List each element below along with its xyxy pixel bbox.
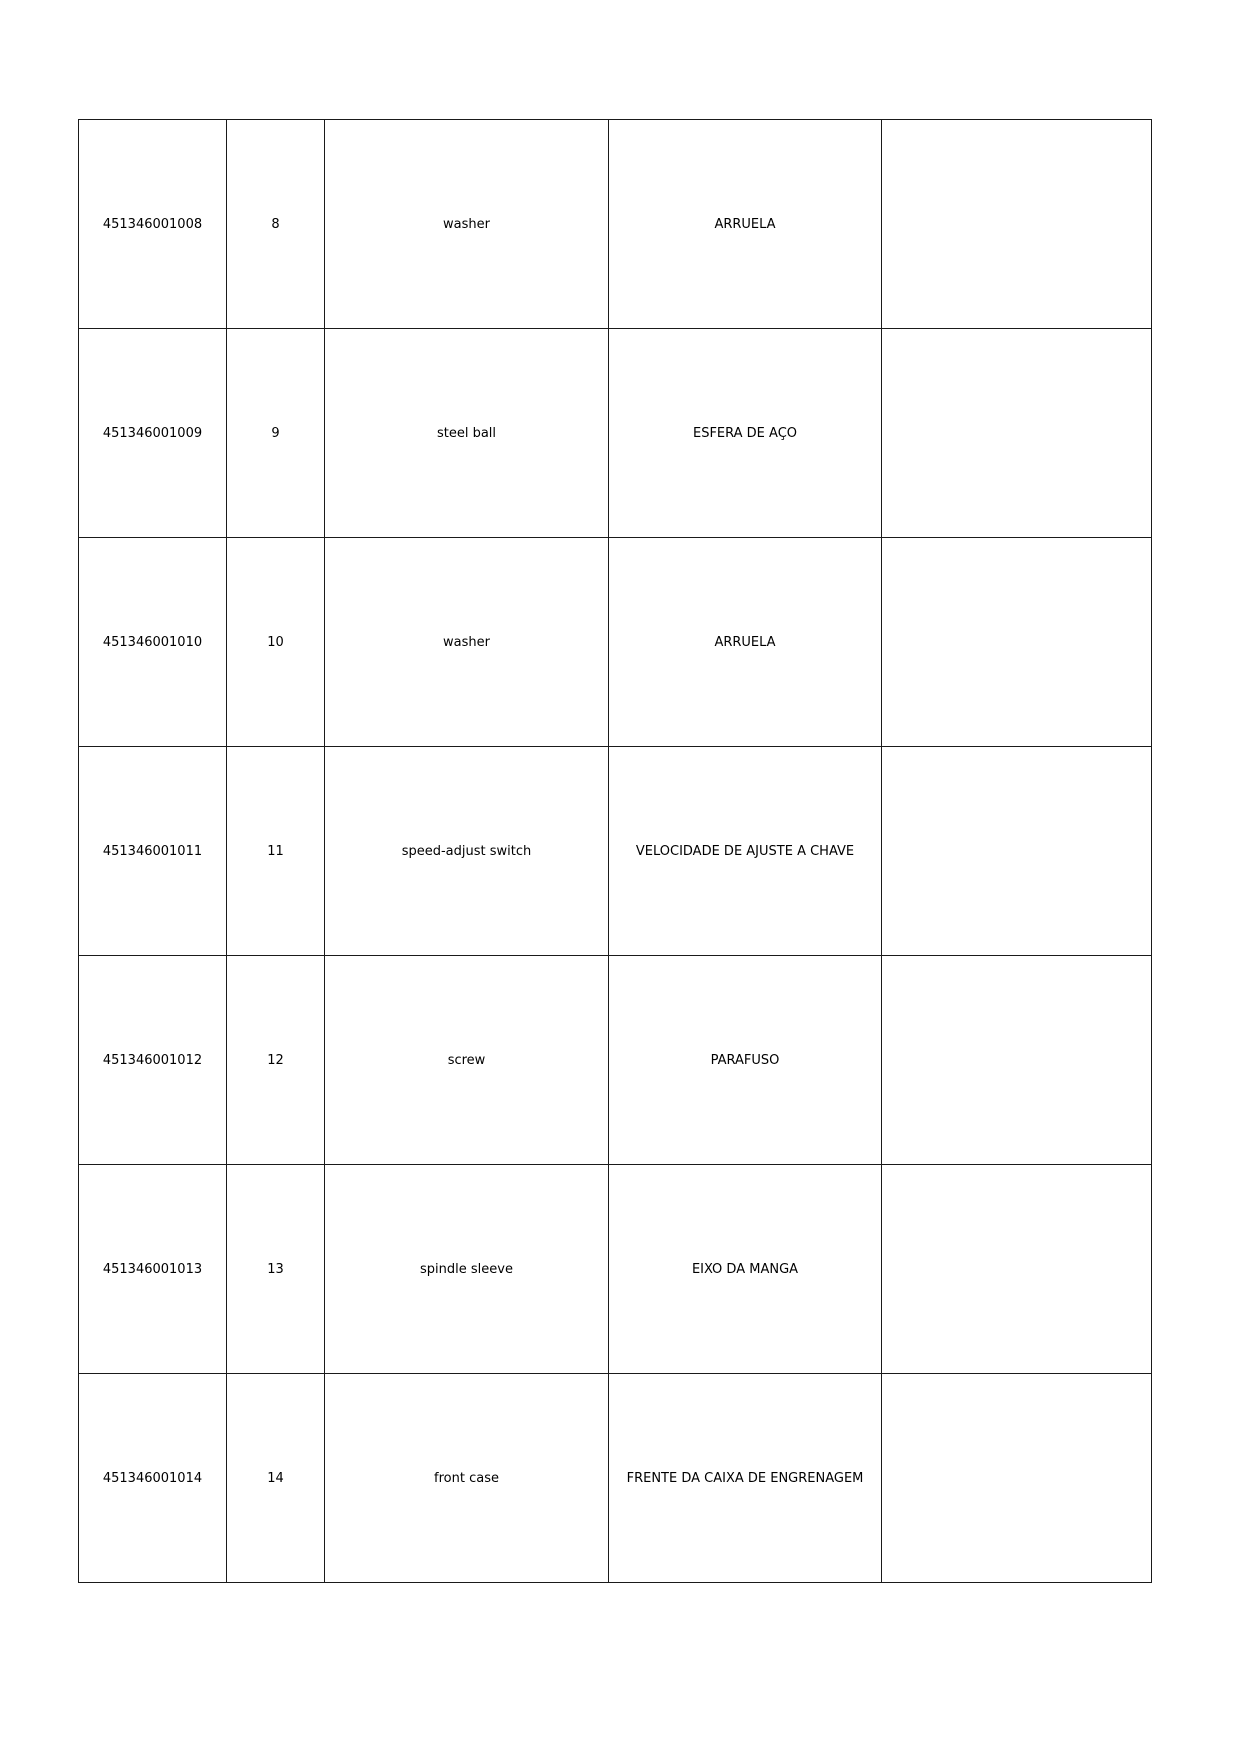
notes-cell (882, 747, 1152, 956)
part-name-pt-cell: ARRUELA (609, 120, 882, 329)
part-code-cell: 451346001014 (79, 1374, 227, 1583)
part-number-cell: 13 (227, 1165, 325, 1374)
part-code-cell: 451346001012 (79, 956, 227, 1165)
part-code-cell: 451346001009 (79, 329, 227, 538)
part-code-cell: 451346001011 (79, 747, 227, 956)
part-number-cell: 11 (227, 747, 325, 956)
table-row (79, 1374, 1152, 1583)
part-number-cell: 8 (227, 120, 325, 329)
part-name-pt-cell: ARRUELA (609, 538, 882, 747)
part-name-pt-cell: FRENTE DA CAIXA DE ENGRENAGEM (609, 1374, 882, 1583)
table-row (79, 1165, 1152, 1374)
part-number-cell: 10 (227, 538, 325, 747)
notes-cell (882, 1374, 1152, 1583)
part-name-en-cell: spindle sleeve (325, 1165, 609, 1374)
part-name-en-cell: front case (325, 1374, 609, 1583)
table-row (79, 956, 1152, 1165)
notes-cell (882, 329, 1152, 538)
notes-cell (882, 120, 1152, 329)
table-row (79, 120, 1152, 329)
part-name-en-cell: washer (325, 120, 609, 329)
part-name-en-cell: screw (325, 956, 609, 1165)
notes-cell (882, 956, 1152, 1165)
part-name-pt-cell: PARAFUSO (609, 956, 882, 1165)
part-code-cell: 451346001010 (79, 538, 227, 747)
part-number-cell: 9 (227, 329, 325, 538)
part-name-en-cell: steel ball (325, 329, 609, 538)
parts-table (78, 119, 1152, 1583)
table-row (79, 538, 1152, 747)
part-code-cell: 451346001008 (79, 120, 227, 329)
part-number-cell: 12 (227, 956, 325, 1165)
table-row (79, 747, 1152, 956)
part-number-cell: 14 (227, 1374, 325, 1583)
table-row (79, 329, 1152, 538)
part-name-pt-cell: EIXO DA MANGA (609, 1165, 882, 1374)
part-name-en-cell: washer (325, 538, 609, 747)
part-name-pt-cell: VELOCIDADE DE AJUSTE A CHAVE (609, 747, 882, 956)
notes-cell (882, 1165, 1152, 1374)
part-code-cell: 451346001013 (79, 1165, 227, 1374)
part-name-en-cell: speed-adjust switch (325, 747, 609, 956)
notes-cell (882, 538, 1152, 747)
part-name-pt-cell: ESFERA DE AÇO (609, 329, 882, 538)
